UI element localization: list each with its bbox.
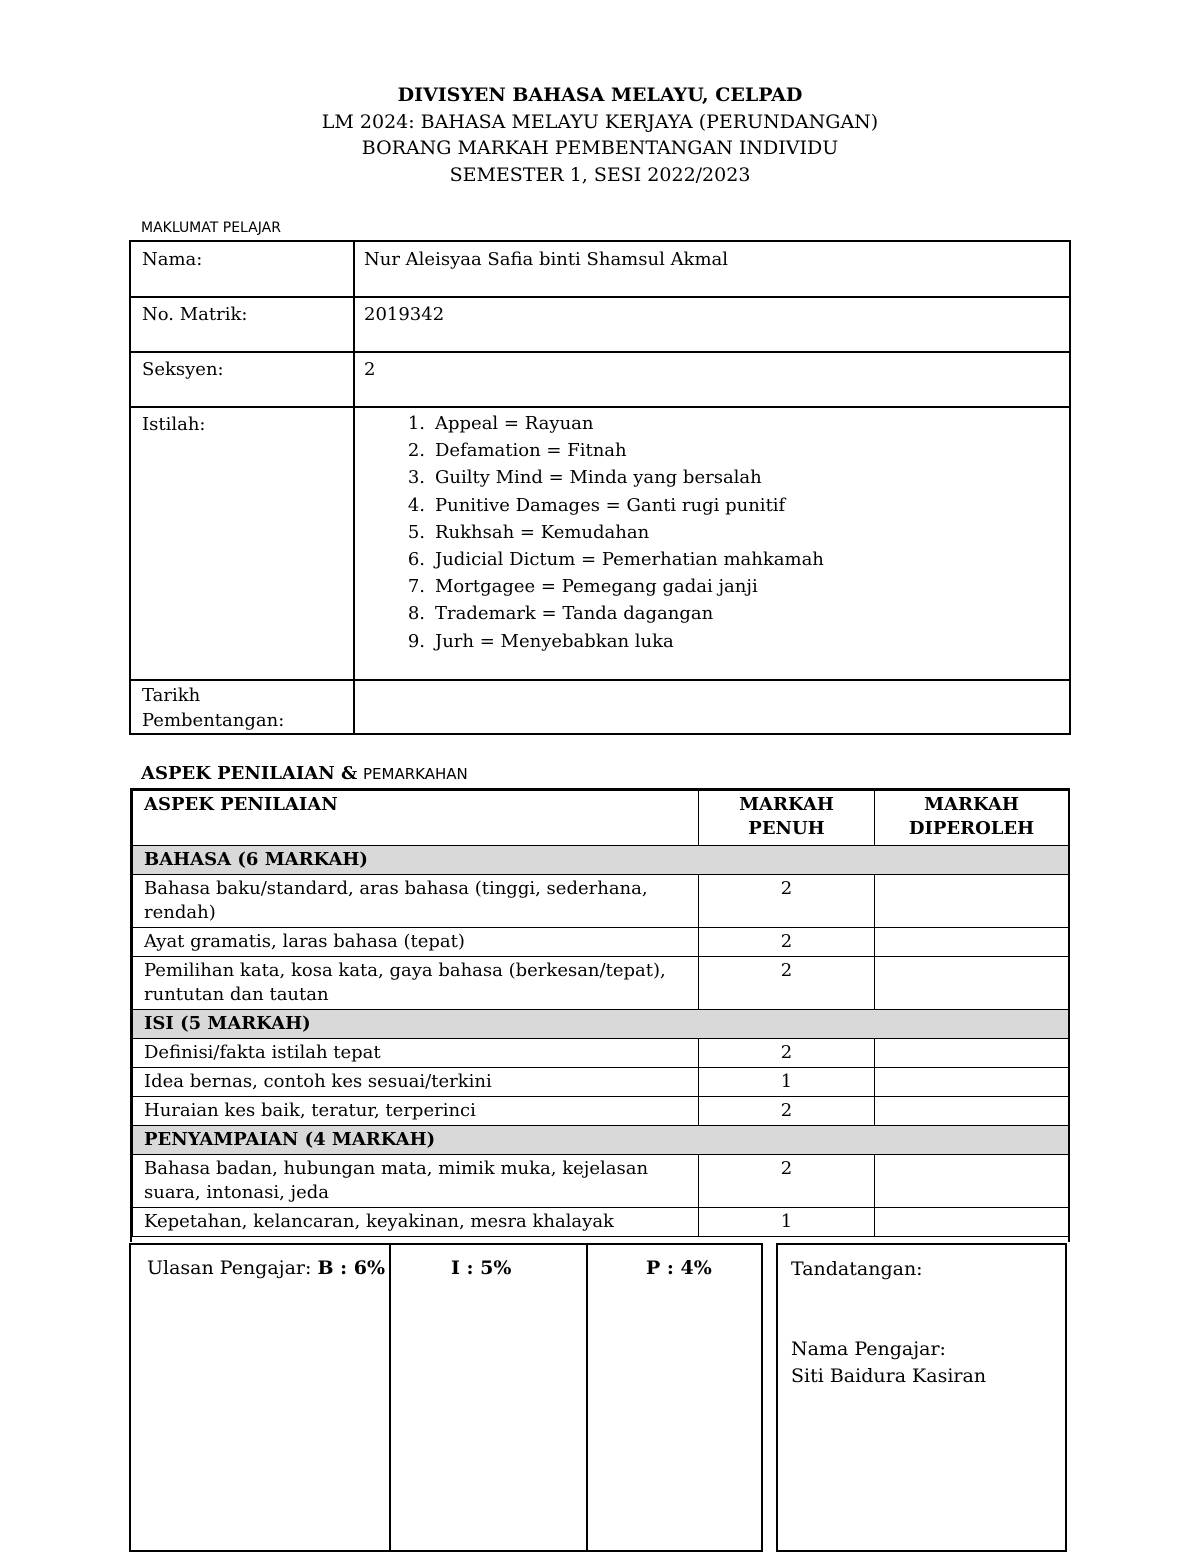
list-item: 7. Mortgagee = Pemegang gadai janji: [407, 576, 758, 598]
table-row: [133, 1208, 1069, 1237]
matric-label: No. Matrik:: [142, 304, 248, 325]
column-divider: [353, 242, 355, 733]
section-title: PENYAMPAIAN (4 MARKAH): [133, 1126, 1069, 1155]
assessment-table: [130, 788, 1070, 1242]
obtained-mark-cell: [875, 1039, 1069, 1068]
signature-label: Tandatangan:: [791, 1258, 923, 1280]
list-item: 8. Trademark = Tanda dagangan: [407, 603, 714, 625]
student-section-label: MAKLUMAT PELAJAR: [141, 220, 281, 236]
row-divider: [131, 406, 1069, 408]
review-b-score: B : 6%: [317, 1257, 386, 1279]
list-item: 6. Judicial Dictum = Pemerhatian mahkamah: [407, 549, 824, 571]
aspect-cell: Idea bernas, contoh kes sesuai/terkini: [133, 1068, 699, 1097]
table-header-row: [133, 791, 1069, 846]
aspect-cell: Bahasa baku/standard, aras bahasa (tinggi, sederhana, rendah): [133, 875, 699, 928]
aspect-cell: Kepetahan, kelancaran, keyakinan, mesra khalayak: [133, 1208, 699, 1237]
teacher-name-value: Siti Baidura Kasiran: [791, 1365, 987, 1387]
full-mark-cell: 2: [699, 875, 875, 928]
obtained-mark-cell: [875, 928, 1069, 957]
date-label-line1: Tarikh: [142, 685, 201, 706]
table-row: [133, 1155, 1069, 1208]
review-i-score: I : 5%: [451, 1257, 512, 1279]
column-divider: [586, 1245, 588, 1550]
list-item: 9. Jurh = Menyebabkan luka: [407, 630, 674, 652]
student-info-table: [129, 240, 1071, 735]
row-divider: [131, 296, 1069, 298]
full-mark-cell: 2: [699, 957, 875, 1010]
col-obtained-header: MARKAH DIPEROLEH: [875, 791, 1069, 846]
obtained-mark-cell: [875, 1097, 1069, 1126]
list-item: 5. Rukhsah = Kemudahan: [407, 521, 650, 543]
table-row: [133, 1097, 1069, 1126]
review-label: Ulasan Pengajar:: [147, 1257, 312, 1279]
assessment-title: [141, 763, 468, 784]
aspect-cell: Huraian kes baik, teratur, terperinci: [133, 1097, 699, 1126]
full-mark-cell: 2: [699, 1039, 875, 1068]
form-title: BORANG MARKAH PEMBENTANGAN INDIVIDU: [361, 137, 839, 159]
section-row: [133, 1126, 1069, 1155]
list-item: 2. Defamation = Fitnah: [407, 440, 627, 462]
section-label: Seksyen:: [142, 359, 224, 380]
review-p-score: P : 4%: [646, 1257, 712, 1279]
terms-list-container: [399, 410, 824, 655]
col-aspect-header: ASPEK PENILAIAN: [133, 791, 699, 846]
full-mark-cell: 1: [699, 1068, 875, 1097]
list-item: 3. Guilty Mind = Minda yang bersalah: [407, 467, 762, 489]
aspect-cell: Definisi/fakta istilah tepat: [133, 1039, 699, 1068]
obtained-mark-cell: [875, 1068, 1069, 1097]
col-full-header: MARKAH PENUH: [699, 791, 875, 846]
semester-title: SEMESTER 1, SESI 2022/2023: [449, 163, 751, 186]
date-label-line2: Pembentangan:: [142, 710, 285, 731]
assessment-title-rest: PEMARKAHAN: [362, 765, 468, 783]
table-row: [133, 928, 1069, 957]
date-label: [142, 683, 284, 733]
obtained-mark-cell: [875, 875, 1069, 928]
aspect-cell: Pemilihan kata, kosa kata, gaya bahasa (berkesan/tepat), runtutan dan tautan: [133, 957, 699, 1010]
section-title: ISI (5 MARKAH): [133, 1010, 1069, 1039]
terms-label: Istilah:: [142, 414, 206, 435]
table-row: [133, 875, 1069, 928]
teacher-name-label: Nama Pengajar:: [791, 1338, 946, 1360]
section-title: BAHASA (6 MARKAH): [133, 846, 1069, 875]
document-header: [0, 82, 1200, 188]
column-divider: [389, 1245, 391, 1550]
list-item: 1. Appeal = Rayuan: [407, 413, 594, 434]
signature-box: [776, 1243, 1067, 1552]
obtained-mark-cell: [875, 1208, 1069, 1237]
table-row: [133, 1068, 1069, 1097]
review-label-group: [147, 1257, 385, 1279]
name-label: Nama:: [142, 249, 203, 270]
section-row: [133, 1010, 1069, 1039]
name-value: Nur Aleisyaa Safia binti Shamsul Akmal: [364, 249, 729, 270]
teacher-review-box: [129, 1243, 763, 1552]
full-mark-cell: 1: [699, 1208, 875, 1237]
obtained-mark-cell: [875, 1155, 1069, 1208]
section-row: [133, 846, 1069, 875]
terms-list: [399, 410, 824, 655]
matric-value: 2019342: [364, 304, 445, 325]
full-mark-cell: 2: [699, 1097, 875, 1126]
list-item: 4. Punitive Damages = Ganti rugi punitif: [407, 494, 786, 516]
aspect-cell: Ayat gramatis, laras bahasa (tepat): [133, 928, 699, 957]
section-value: 2: [364, 359, 376, 380]
obtained-mark-cell: [875, 957, 1069, 1010]
row-divider: [131, 351, 1069, 353]
assessment-title-bold: ASPEK PENILAIAN &: [141, 763, 358, 784]
division-title: DIVISYEN BAHASA MELAYU, CELPAD: [397, 84, 803, 106]
table-row: [133, 957, 1069, 1010]
table-row: [133, 1039, 1069, 1068]
course-title: LM 2024: BAHASA MELAYU KERJAYA (PERUNDANGAN): [321, 110, 879, 133]
aspect-cell: Bahasa badan, hubungan mata, mimik muka, kejelasan suara, intonasi, jeda: [133, 1155, 699, 1208]
full-mark-cell: 2: [699, 928, 875, 957]
row-divider: [131, 679, 1069, 681]
full-mark-cell: 2: [699, 1155, 875, 1208]
